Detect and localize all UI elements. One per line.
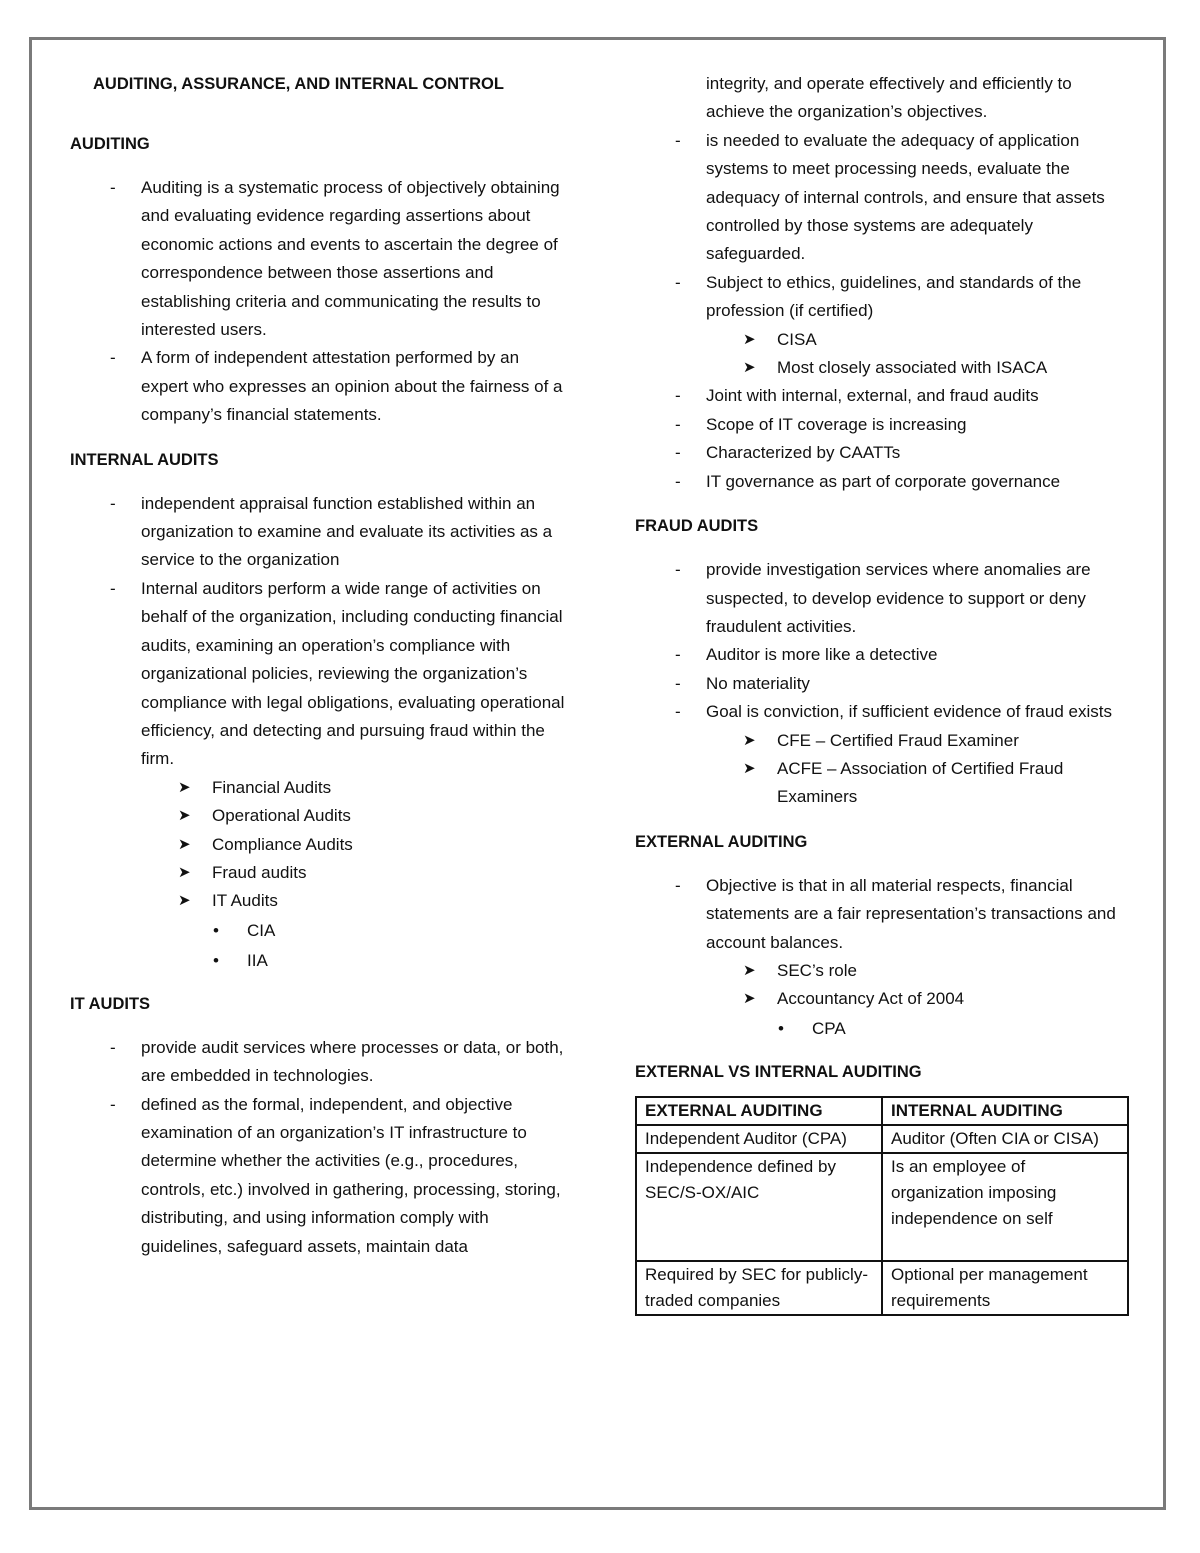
it-audits-list xyxy=(70,1034,570,1261)
table-cell: Independent Auditor (CPA) xyxy=(636,1125,882,1153)
arrow-bullet-icon: ➤ xyxy=(743,990,756,1008)
arrow-bullet-icon: ➤ xyxy=(743,759,756,777)
dash-marker: - xyxy=(675,414,681,434)
list-item xyxy=(706,727,1135,755)
list-item xyxy=(70,1034,570,1091)
heading-auditing: AUDITING xyxy=(70,135,150,153)
list-item xyxy=(706,326,1135,354)
list-item-text: IIA xyxy=(247,950,268,970)
dash-marker: - xyxy=(675,560,681,580)
dash-marker: - xyxy=(675,443,681,463)
list-item xyxy=(706,957,1135,985)
list-item xyxy=(635,439,1135,467)
list-item xyxy=(141,859,570,887)
list-item-text: IT Audits xyxy=(212,891,278,911)
list-item xyxy=(635,556,1135,641)
dash-marker: - xyxy=(675,130,681,150)
dot-bullet-icon: • xyxy=(213,920,219,940)
table-header-cell: INTERNAL AUDITING xyxy=(882,1097,1128,1125)
list-item xyxy=(635,127,1135,269)
list-item xyxy=(635,641,1135,669)
arrow-bullet-icon: ➤ xyxy=(743,731,756,749)
list-item-text: CPA xyxy=(812,1018,846,1038)
list-item xyxy=(706,985,1135,1013)
list-item-text: provide audit services where processes or data, or both, are embedded in technologies. xyxy=(141,1037,564,1086)
fraud-audits-certifications xyxy=(635,727,1135,812)
list-item xyxy=(70,490,570,575)
list-item-text: Fraud audits xyxy=(212,862,307,882)
auditing-list xyxy=(70,174,570,430)
table-cell: Independence defined by SEC/S-OX/AIC xyxy=(636,1153,882,1261)
list-item xyxy=(706,354,1135,382)
list-item xyxy=(70,344,570,429)
table-cell: Optional per management requirements xyxy=(882,1261,1128,1315)
arrow-bullet-icon: ➤ xyxy=(743,330,756,348)
dash-marker: - xyxy=(110,1094,116,1114)
heading-external-vs-internal: EXTERNAL VS INTERNAL AUDITING xyxy=(635,1062,922,1081)
dash-marker: - xyxy=(675,875,681,895)
heading-fraud-audits: FRAUD AUDITS xyxy=(635,517,759,536)
dot-bullet-icon: • xyxy=(778,1018,784,1038)
list-item-text: SEC’s role xyxy=(777,960,857,980)
dash-marker: - xyxy=(675,386,681,406)
list-item-text: is needed to evaluate the adequacy of application systems to meet processing needs, evaluate the adequacy of internal controls, and ensure that assets controlled by those systems are adequately safeguarded. xyxy=(706,130,1105,264)
list-item xyxy=(70,1091,570,1261)
table-header-cell: EXTERNAL AUDITING xyxy=(636,1097,882,1125)
list-item-text: A form of independent attestation performed by an expert who expresses an opinion about the fairness of a company’s financial statements. xyxy=(141,348,563,425)
list-item-text: Operational Audits xyxy=(212,806,351,826)
dash-marker: - xyxy=(110,578,116,598)
dash-marker: - xyxy=(110,493,116,513)
list-item-text: Most closely associated with ISACA xyxy=(777,358,1048,378)
dash-marker: - xyxy=(675,272,681,292)
list-item xyxy=(70,575,570,774)
left-column xyxy=(70,70,570,1261)
heading-external-auditing: EXTERNAL AUDITING xyxy=(635,832,808,851)
internal-audits-certifications xyxy=(70,916,570,976)
list-item xyxy=(635,382,1135,410)
list-item-text: independent appraisal function established within an organization to examine and evaluate its activities as a service to the organization xyxy=(141,493,553,570)
dash-marker: - xyxy=(110,348,116,368)
arrow-bullet-icon: ➤ xyxy=(178,807,191,825)
table-row xyxy=(636,1153,1128,1261)
table-row xyxy=(636,1261,1128,1315)
list-item xyxy=(141,916,570,946)
dash-marker: - xyxy=(675,673,681,693)
dash-marker: - xyxy=(675,471,681,491)
list-item xyxy=(141,831,570,859)
dash-marker: - xyxy=(110,1037,116,1057)
it-audits-certifications xyxy=(635,326,1135,383)
arrow-bullet-icon: ➤ xyxy=(178,863,191,881)
list-item-text: provide investigation services where anomalies are suspected, to develop evidence to support or deny fraudulent activities. xyxy=(706,560,1091,636)
list-item-text: Objective is that in all material respects, financial statements are a fair representation’s transactions and account balances. xyxy=(706,875,1116,952)
list-item-text: Auditing is a systematic process of objectively obtaining and evaluating evidence regarding assertions about economic actions and events to ascertain the degree of correspondence between those assertions and establishing criteria and communicating the results to interested users. xyxy=(141,178,560,340)
external-auditing-subitems xyxy=(635,957,1135,1014)
list-item-text: Internal auditors perform a wide range of activities on behalf of the organization, including conducting financial audits, examining an operation’s compliance with organizational policies, reviewing the organization’s compliance with legal obligations, evaluating operational efficiency, and detecting and pursuing fraud within the firm. xyxy=(141,578,565,769)
it-audit-definition-start: defined as the formal, independent, and objective examination of an organization’s IT infrastructure to determine whether the activities (e.g., procedures, controls, etc.) involved in gathering, processing, storing, distributing, and using information comply with guidelines, safeguard assets, maintain data xyxy=(141,1094,561,1256)
external-auditing-certifications xyxy=(635,1014,1135,1044)
list-item xyxy=(635,269,1135,326)
list-item xyxy=(141,802,570,830)
table-row xyxy=(636,1125,1128,1153)
list-item-text: Auditor is more like a detective xyxy=(706,645,938,665)
dash-marker: - xyxy=(110,178,116,197)
list-item-text: ACFE – Association of Certified Fraud Examiners xyxy=(777,758,1064,807)
it-audit-definition-end: integrity, and operate effectively and efficiently to achieve the organization’s objectives. xyxy=(706,74,1072,122)
arrow-bullet-icon: ➤ xyxy=(178,892,191,910)
internal-audits-types xyxy=(70,774,570,916)
list-item xyxy=(635,468,1135,496)
list-item-text: Goal is conviction, if sufficient evidence of fraud exists xyxy=(706,702,1112,722)
list-item xyxy=(141,946,570,976)
dot-bullet-icon: • xyxy=(213,950,219,970)
list-item xyxy=(706,1014,1135,1044)
list-item-text: Subject to ethics, guidelines, and standards of the profession (if certified) xyxy=(706,272,1082,321)
fraud-audits-list xyxy=(635,556,1135,726)
list-item xyxy=(635,670,1135,698)
list-item-text: Scope of IT coverage is increasing xyxy=(706,414,967,434)
heading-it-audits: IT AUDITS xyxy=(70,994,151,1013)
table-cell: Is an employee of organization imposing independence on self xyxy=(882,1153,1128,1261)
arrow-bullet-icon: ➤ xyxy=(743,961,756,979)
list-item xyxy=(141,887,570,915)
right-column xyxy=(635,70,1135,1316)
table-header-row xyxy=(636,1097,1128,1125)
list-item xyxy=(70,174,570,344)
arrow-bullet-icon: ➤ xyxy=(743,359,756,377)
list-item-text: Joint with internal, external, and fraud audits xyxy=(706,386,1039,406)
list-item xyxy=(635,411,1135,439)
table-cell: Auditor (Often CIA or CISA) xyxy=(882,1125,1128,1153)
list-item-text: CIA xyxy=(247,920,276,940)
list-item-text: Characterized by CAATTs xyxy=(706,443,901,463)
external-auditing-list xyxy=(635,872,1135,957)
heading-internal-audits: INTERNAL AUDITS xyxy=(70,450,219,469)
list-item xyxy=(141,774,570,802)
list-item-text: No materiality xyxy=(706,673,810,693)
comparison-table xyxy=(635,1096,1129,1316)
list-item-text: CFE – Certified Fraud Examiner xyxy=(777,730,1019,750)
list-item-text: Compliance Audits xyxy=(212,834,353,854)
list-item xyxy=(635,70,1135,127)
document-title: AUDITING, ASSURANCE, AND INTERNAL CONTROL xyxy=(93,75,504,93)
list-item-text: Accountancy Act of 2004 xyxy=(777,989,965,1009)
arrow-bullet-icon: ➤ xyxy=(178,835,191,853)
list-item-text: Financial Audits xyxy=(212,777,332,797)
list-item xyxy=(635,698,1135,726)
list-item xyxy=(635,872,1135,957)
dash-marker: - xyxy=(675,645,681,665)
table-cell: Required by SEC for publicly-traded companies xyxy=(636,1261,882,1315)
it-audits-list-continued xyxy=(635,70,1135,326)
dash-marker: - xyxy=(675,702,681,722)
internal-audits-list xyxy=(70,490,570,774)
arrow-bullet-icon: ➤ xyxy=(178,778,191,796)
list-item xyxy=(706,755,1135,812)
list-item-text: IT governance as part of corporate governance xyxy=(706,471,1061,491)
list-item-text: CISA xyxy=(777,329,817,349)
it-audits-list-2 xyxy=(635,382,1135,496)
